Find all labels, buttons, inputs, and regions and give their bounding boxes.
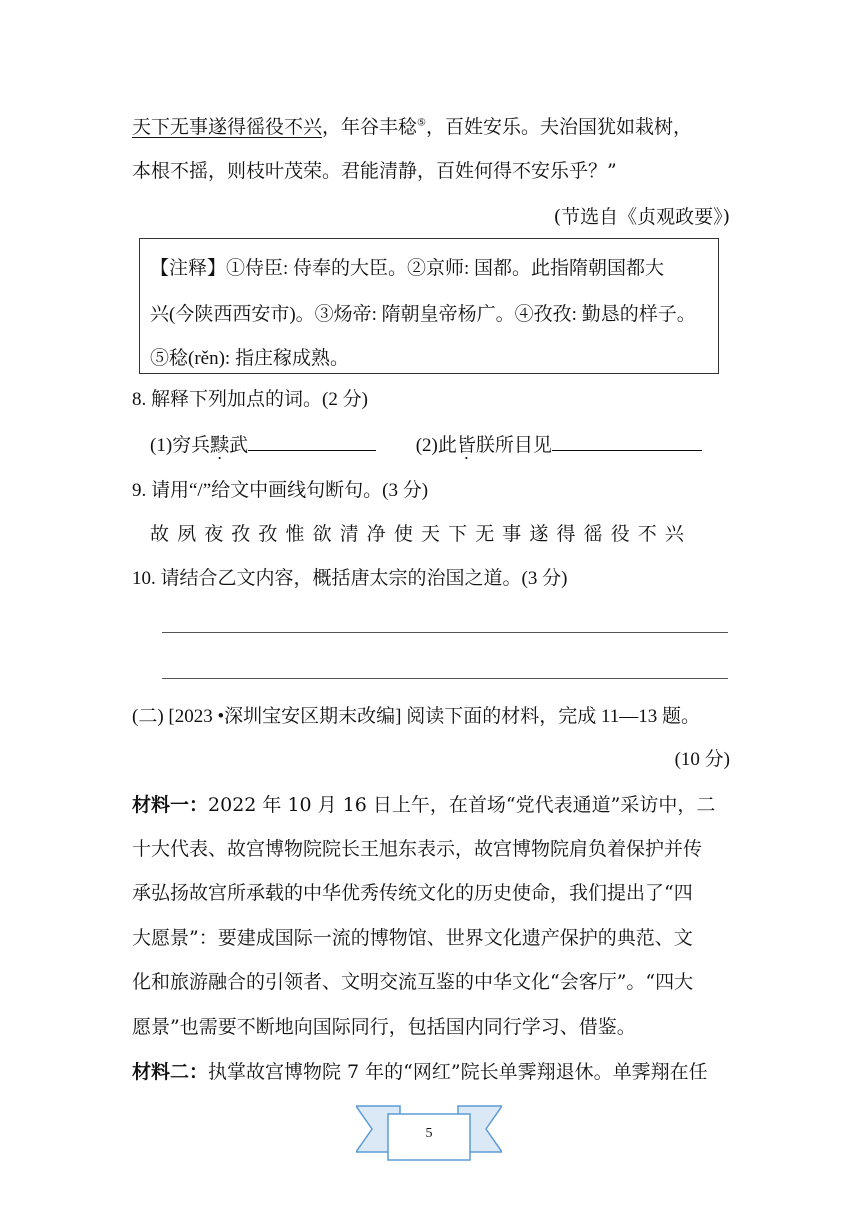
passage-line-2: 本根不摇，则枝叶茂荣。君能清静，百姓何得不安乐乎？” [132, 160, 617, 182]
passage-text: ，百姓安乐。夫治国犹如栽树， [426, 116, 693, 138]
material-2-text: 执掌故宫博物院 7 年的“网红”院长单霁翔退休。单霁翔在任 [208, 1061, 708, 1083]
q8-item-1-prefix: (1)穷兵 [150, 435, 211, 456]
page-number-badge [356, 1100, 502, 1164]
passage-text: ，年谷丰稔 [322, 116, 418, 138]
footnote-marker: ⑤ [417, 117, 426, 129]
passage-line-1 [132, 116, 692, 139]
section-2-score: (10 分) [674, 749, 730, 770]
note-line-2: 兴(今陕西西安市)。③炀帝: 隋朝皇帝杨广。④孜孜: 勤恳的样子。 [150, 304, 696, 325]
question-10: 10. 请结合乙文内容，概括唐太宗的治国之道。(3 分) [132, 568, 568, 589]
underlined-sentence: 天下无事遂得徭役不兴 [132, 116, 323, 138]
q8-answer-blank-2[interactable] [552, 432, 702, 451]
q8-item-2-suffix: 朕所目见 [475, 435, 552, 456]
material-1-line-1 [132, 794, 715, 817]
page-number: 5 [425, 1126, 433, 1141]
note-line-1: 【注释】①侍臣: 侍奉的大臣。②京师: 国都。此指隋朝国都大 [150, 258, 665, 279]
material-1-line-3: 承弘扬故宫所承载的中华优秀传统文化的历史使命，我们提出了“四 [132, 882, 693, 904]
q10-answer-line-1[interactable] [162, 632, 728, 633]
q9-sentence: 故夙夜孜孜惟欲清净使天下无事遂得徭役不兴 [150, 523, 693, 545]
material-1-line-6: 愿景”也需要不断地向国际同行，包括国内同行学习、借鉴。 [132, 1016, 636, 1038]
material-2-line-1 [132, 1061, 708, 1084]
question-8: 8. 解释下列加点的词。(2 分) [132, 389, 368, 410]
question-8-items [150, 432, 702, 458]
q8-item-2-prefix: (2)此 [415, 435, 457, 456]
section-2-title: (二) [2023 •深圳宝安区期末改编] 阅读下面的材料，完成 11—13 题。 [132, 706, 701, 727]
notes-box [139, 238, 719, 374]
material-1-line-2: 十大代表、故宫博物院院长王旭东表示，故宫博物院肩负着保护并传 [132, 838, 703, 860]
passage-source: (节选自《贞观政要》) [553, 206, 730, 228]
material-1-line-5: 化和旅游融合的引领者、文明交流互鉴的中华文化“会客厅”。“四大 [132, 971, 694, 993]
q10-answer-line-2[interactable] [162, 678, 728, 679]
q8-item-1-dotted-char: 黩 [210, 435, 230, 456]
material-1-line-4: 大愿景”：要建成国际一流的博物馆、世界文化遗产保护的典范、文 [132, 927, 693, 949]
q8-item-1-suffix: 武 [229, 435, 249, 456]
material-1-label: 材料一： [132, 794, 209, 816]
q8-item-2-dotted-char: 皆 [456, 435, 476, 456]
question-9: 9. 请用“/”给文中画线句断句。(3 分) [132, 480, 429, 501]
material-1-text: 2022 年 10 月 16 日上午，在首场“党代表通道”采访中，二 [208, 794, 716, 816]
q8-answer-blank-1[interactable] [248, 432, 376, 451]
note-line-3: ⑤稔(rěn): 指庄稼成熟。 [150, 348, 349, 369]
material-2-label: 材料二： [132, 1061, 209, 1083]
